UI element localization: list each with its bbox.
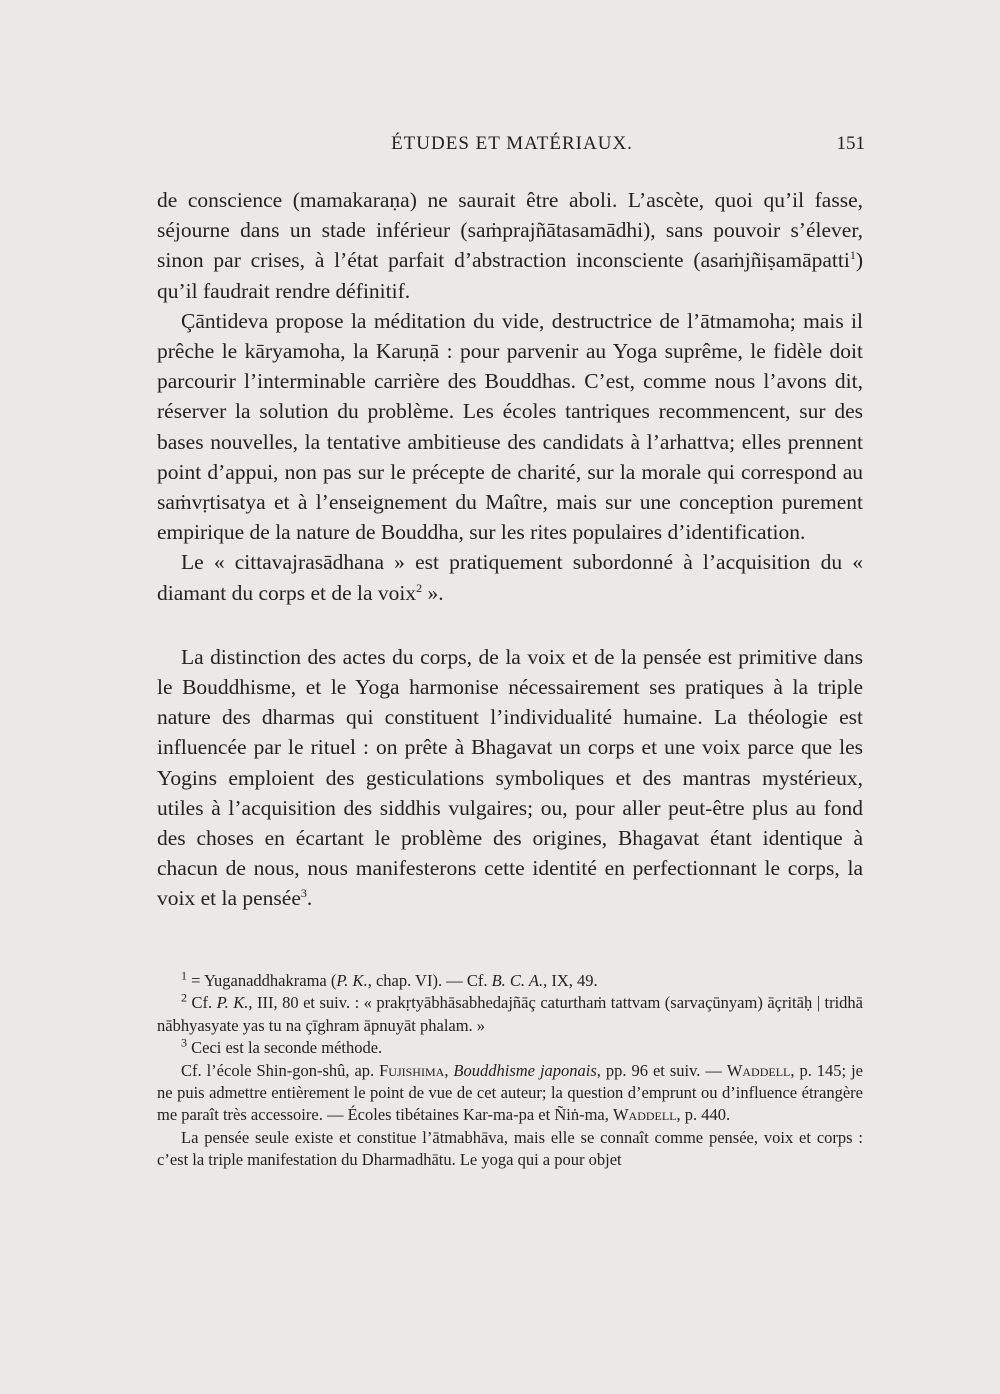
footnote-2-text-a: Cf. <box>187 993 217 1013</box>
footnote-1-text-c: , IX, 49. <box>543 971 598 990</box>
footnote-ref-1: 1 <box>849 248 856 263</box>
footnote-1-bca: B. C. A. <box>491 971 544 990</box>
book-title: Bouddhisme japonais <box>453 1060 597 1080</box>
section-break <box>157 608 863 642</box>
footnote-ref-3: 3 <box>300 886 307 901</box>
paragraph-4-end: . <box>306 886 313 911</box>
paragraph-4-text: La distinction des actes du corps, de la voix et de la pensée est primitive dans le Bouddhisme, et le Yoga harmonise nécessairement ses pratiques à la triple nature des dharmas qui constituent l’individualité humaine. La théologie est influencée par le rituel : on prête à Bhagavat un corps et une voix parce que les Yogins emploient des gesticulations symboliques et des mantras mystérieux, utiles à l’acquisition des siddhis vulgaires; ou, pour aller peut-être plus au fond des choses en écartant le problème des origines, Bhagavat étant identique à chacun de nous, nous manifesterons cette identité en perfectionnant le corps, la voix et la pensée <box>157 644 863 911</box>
footnote-3-mark: 3 <box>181 1035 187 1050</box>
footnote-2-mark: 2 <box>181 990 187 1005</box>
footnote-3-cont-a: Cf. l’école Shin-gon-shû, ap. <box>181 1060 380 1080</box>
paragraph-4 <box>157 642 863 914</box>
running-title: ÉTUDES ET MATÉRIAUX. <box>391 133 633 154</box>
footnote-2 <box>157 992 863 1037</box>
footnote-3-cont-d: , p. 440. <box>676 1105 731 1125</box>
paragraph-3-text: Le « cittavajrasādhana » est pratiquement subordonné à l’acquisition du « diamant du corps et de la voix <box>157 550 863 605</box>
paragraph-1 <box>157 185 863 306</box>
footnote-1-mark: 1 <box>181 968 187 983</box>
footnote-2-text-b: , III, 80 et suiv. : « prakṛtyābhāsabhedajñāç caturthaṁ tattvam (sarvaçūnyam) āçritāḥ | tridhā nābhyasyate yas tu na çīghram āpnuyāt phalam. » <box>157 993 863 1035</box>
page-number: 151 <box>836 133 865 154</box>
footnote-1-text-a: = Yuganaddhakrama ( <box>187 971 337 990</box>
footnote-3-text-a: Ceci est la seconde méthode. <box>187 1038 383 1058</box>
paragraph-1-end: ) qu’il faudrait rendre définitif. <box>157 248 863 303</box>
footnote-3 <box>157 1037 863 1059</box>
footnotes <box>157 970 863 1172</box>
main-text <box>157 185 863 914</box>
footnote-3-cont-c: , p. 145; je ne puis admettre entièrement le point de vue de cet auteur; la question d’emprunt ou d’influence étrangère me paraît très accessoire. — Écoles tibétaines Kar-ma-pa et Ñiṅ-ma, <box>157 1060 864 1125</box>
footnote-3-continuation <box>157 1060 863 1127</box>
author-waddell: Waddell <box>726 1060 791 1080</box>
footnote-3-comma: , <box>444 1060 454 1080</box>
footnote-1-text-b: , chap. VI). — Cf. <box>367 971 492 990</box>
footnote-3-cont-b: , pp. 96 et suiv. — <box>596 1060 727 1080</box>
paragraph-2: Çāntideva propose la méditation du vide, destructrice de l’ātmamoha; mais il prêche le kāryamoha, la Karuṇā : pour parvenir au Yoga suprême, le fidèle doit parcourir l’interminable carrière des Bouddhas. C’est, comme nous l’avons dit, réserver la solution du problème. Les écoles tantriques recommencent, sur des bases nouvelles, la tentative ambitieuse des candidats à l’arhattva; elles prennent point d’appui, non pas sur le précepte de charité, sur la morale qui correspond au saṁvṛtisatya et à l’enseignement du Maître, mais sur une conception purement empirique de la nature de Bouddha, sur les rites populaires d’identification. <box>157 308 863 545</box>
footnote-ref-2: 2 <box>416 580 423 595</box>
footnote-1 <box>157 970 863 992</box>
footnote-2-pk: P. K. <box>216 993 249 1013</box>
page-header <box>159 133 865 163</box>
paragraph-1-text: de conscience (mamakaraṇa) ne saurait être aboli. L’ascète, quoi qu’il fasse, séjourne dans un stade inférieur (saṁprajñātasamādhi), sans pouvoir s’élever, sinon par crises, à l’état parfait d’abstraction inconsciente (asaṁjñiṣamāpatti <box>157 188 863 273</box>
footnote-1-pk: P. K. <box>336 971 368 990</box>
paragraph-3 <box>157 547 863 607</box>
author-waddell-2: Waddell <box>612 1105 677 1125</box>
author-fujishima: Fujishima <box>379 1060 445 1080</box>
paragraph-3-end: ». <box>422 580 444 605</box>
footnote-3-final: La pensée seule existe et constitue l’ātmabhāva, mais elle se connaît comme pensée, voix et corps : c’est la triple manifestation du Dharmadhātu. Le yoga qui a pour objet <box>157 1127 863 1170</box>
